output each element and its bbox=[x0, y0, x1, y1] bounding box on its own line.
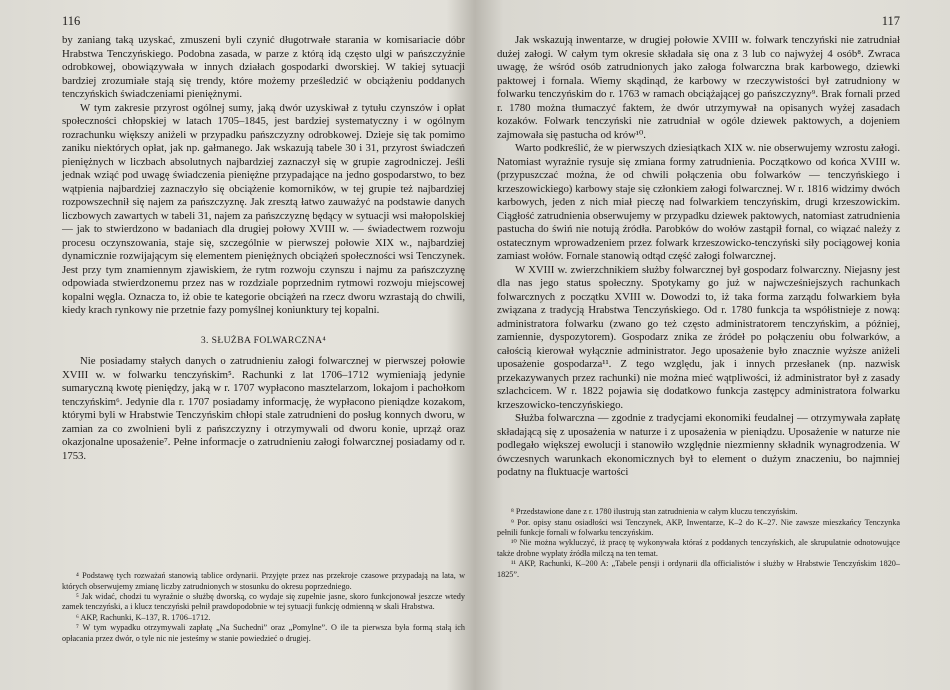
right-body-text bbox=[497, 34, 900, 480]
right-page bbox=[475, 0, 950, 690]
left-paragraph-3: Nie posiadamy stałych danych o zatrudnieniu załogi folwarcznej w pierwszej połowie XVIII w. w folwarku tenczyńskim⁵. Rachunki z lat 1706–1712 wymieniają jedynie sumaryczną kwotę pieniędzy, jaką w r. 1707 wypłacono masztelarzom, lokajom i pachołkom tenczyńskim⁶. Jedynie dla r. 1707 posiadamy informację, że wypłacono pieniądze kozakom, którymi byli w Hrabstwie Tenczyńskim chłopi stale zatrudnieni do posług konnych dworu, w zamian za co zwolnieni byli z pańszczyzny i otrzymywali od dworu konie, uprząż oraz okazjonalne uposażenie⁷. Pełne informacje o zatrudnieniu załogi folwarcznej posiadamy od r. 1753. bbox=[62, 355, 465, 462]
right-footnotes bbox=[497, 507, 900, 580]
right-paragraph-4: Służba folwarczna — zgodnie z tradycjami ekonomiki feudalnej — otrzymywała zapłatę składającą się z uposażenia w naturze i z uposażenia w pieniądzu. Uposażenie w naturze nie podlegało większej ewolucji i stanowiło względnie niezmienny składnik wynagrodzenia. W ówczesnych warunkach ekonomicznych był to element o dużym znaczeniu, bo najmniej podatny na fluktuacje wartości bbox=[497, 412, 900, 478]
left-paragraph-2: W tym zakresie przyrost ogólnej sumy, jaką dwór uzyskiwał z tytułu czynszów i opłat społeczności chłopskiej w latach 1705–1845, jest bardziej systematyczny i w ogólnym rozrachunku większy aniżeli w przypadku pańszczyzny odrobkowej. Dzieje się tak pomimo zaniku niektórych opłat, jak np. gałmanego. Jak wskazują tabele 30 i 31, przyrost świadczeń pieniężnych w liczbach absolutnych najbardziej zaznaczył się w grupie zagrodniczej. Jeśli jednak wziąć pod uwagę świadczenia pieniężne przypadające na jedno gospodarstwo, to bez wątpienia najbardziej zaznaczyło się obciążenie komorników, w tej grupie też najbardziej rozpowszechnił się najem za pańszczyznę. Jak zresztą łatwo zauważyć na podstawie danych liczbowych zawartych w tabeli 31, najem za pańszczyznę będący w sytuacji wsi małopolskiej — jak to stwierdzono w badaniach dla drugiej połowy XVIII w. — świadectwem rozwoju procesu oczynszowania, staje się, szczególnie w pierwszej połowie XIX w., najbardziej dynamicznie rozwijającym się elementem pieniężnych obciążeń społeczności wsi Tenczynek. Jest przy tym znamiennym zjawiskiem, że rytm rozwoju czynszu i najmu za pańszczyznę odpowiada stwierdzonemu przez nas w rozdziale poprzednim rytmowi rozwoju miejscowej kopalni węgla. Oznacza to, iż obie te kategorie obciążeń na rzecz dworu wzrastają do chwili, kiedy krach rynkowy nie przetnie fazy pomyślnej koniunktury tej kopalni. bbox=[62, 101, 465, 316]
footnote-7: ⁷ W tym wypadku otrzymywali zapłatę „Na Suchedni” oraz „Pomylne”. O ile ta pierwsza była formą stałą ich opłacania przez dwór, o tyle nic nie jesteśmy w stanie powiedzieć o drugiej. bbox=[62, 623, 465, 643]
page-number-right: 117 bbox=[881, 14, 900, 28]
left-body-text bbox=[62, 34, 465, 463]
right-paragraph-2: Warto podkreślić, że w pierwszych dziesiątkach XIX w. nie obserwujemy wzrostu załogi. Natomiast wyraźnie rysuje się zmiana formy zatrudnienia. Początkowo od końca XVIII w. (przypuszczać można, że od chwili połączenia obu folwarków — tenczyńskiego i krzeszowickiego) karbowy staje się członkiem załogi folwarcznej. W r. 1816 widzimy dwóch karbowych, jeden z nich miał pieczę nad folwarkiem tenczyńskim, drugi krzeszowickim. Ciągłość zatrudnienia obserwujemy w przypadku dziewek paktowych, natomiast zatrudnienia pastucha do świń nie notują źródła. Parobków do wołów zastąpił fornal, co wiązać należy z ostatecznym wprowadzeniem przez folwark krzeszowicko-tenczyński siły pociągowej konia zamiast wołów. Fornale stanowią odtąd część załogi folwarcznej. bbox=[497, 142, 900, 262]
right-paragraph-3: W XVIII w. zwierzchnikiem służby folwarcznej był gospodarz folwarczny. Niejasny jest dla nas jego status społeczny. Spotykamy go już w najwcześniejszych rachunkach folwarcznych z początku XVIII w. Dowodzi to, iż taka forma zarządu folwarkiem była związana z tradycją Hrabstwa Tenczyńskiego. Od r. 1780 funkcja ta współistnieje z nową: administratora folwarku (zwano go też często administratorem tenczyńskim, a później, zamiennie, dyspozytorem). Gospodarz znika ze źródeł po połączeniu obu folwarków, a całością kierował wyłącznie administrator. Jego uposażenie było znacznie wyższe aniżeli uposażenie gospodarza¹¹. Z tego względu, jak i innych przesłanek (np. nazwisk przekazywanych przez rachunki) nie można mieć wątpliwości, iż administrator był z zasady szlachcicem. W r. 1822 pojawia się dodatkowo funkcja zastępcy administratora folwarku krzeszowicko-tenczyńskiego. bbox=[497, 263, 900, 411]
footnote-5: ⁵ Jak widać, chodzi tu wyraźnie o służbę dworską, co wydaje się zupełnie jasne, skoro funkcjonował jeszcze wtedy zamek tenczyński, a i klucz tenczyński pełnił prawdopodobnie w tej sytuacji funkcję odmienną w skali Hrabstwa. bbox=[62, 591, 465, 612]
footnote-10: ¹⁰ Nie można wykluczyć, iż pracę tę wykonywała któraś z poddanych tenczyńskich, ale skrupulatnie odnotowujące także drobne wypłaty źródła milczą na ten temat. bbox=[497, 538, 900, 558]
footnote-6: ⁶ AKP, Rachunki, K–137, R. 1706–1712. bbox=[76, 612, 211, 622]
page-number-left: 116 bbox=[62, 14, 81, 28]
left-footnotes bbox=[62, 560, 465, 644]
left-paragraph-1: by zaniang taką uzyskać, zmuszeni byli czynić długotrwałe starania w komisariacie dóbr Hrabstwa Tenczyńskiego. Podobna zasada, w parze z którą idą często ulgi w pańszczyźnie odrobkowej, obowiązywała w innych działach gospodarki dworskiej. W takiej sytuacji bardziej zrozumiałe stają się trendy, które możemy prześledzić w obciążeniu poddanych tenczyńskich świadczeniami pieniężnymi. bbox=[62, 34, 465, 100]
footnote-8: ⁸ Przedstawione dane z r. 1780 ilustrują stan zatrudnienia w całym kluczu tenczyńskim. bbox=[511, 507, 798, 517]
footnote-11: ¹¹ AKP, Rachunki, K–200 A: „Tabele pensji i ordynarii dla officialistów i służby w Hrabstwie Tenczyńskim 1820–1825”. bbox=[497, 559, 900, 579]
footnote-9: ⁹ Por. opisy stanu osiadłości wsi Tenczynek, AKP, Inwentarze, K–2 do K–27. Nie zawsze mieszkańcy Tenczynka pełnili funkcje fornali w folwarku tenczyńskim. bbox=[497, 517, 900, 537]
right-paragraph-1: Jak wskazują inwentarze, w drugiej połowie XVIII w. folwark tenczyński nie zatrudniał dużej załogi. W całym tym okresie składała się ona z 3 lub co najwyżej 4 osób⁸. Zwraca uwagę, że wśród osób zatrudnionych jako załoga folwarczna brak karbowego, dziewki paktowej i fornala. Wiemy skądinąd, że karbowy w rzeczywistości był zatrudniony w folwarku tenczyńskim do r. 1763 w ramach obciążającej go pańszczyzny⁹. Brak fornali przed r. 1780 można tłumaczyć faktem, że dwór utrzymywał na opisanych wyżej zasadach kozaków. Folwark tenczyński nie zatrudniał w ogóle dziewek paktowych, a dojeniem zajmowała się pastucha od krów¹⁰. bbox=[497, 34, 900, 141]
section-title: 3. SŁUŻBA FOLWARCZNA⁴ bbox=[200, 334, 327, 346]
footnote-4: ⁴ Podstawę tych rozważań stanowią tablice ordynarii. Przyjęte przez nas przekroje czasowe przypadają na lata, w których obserwujemy zmianę liczby zatrudnionych w stosunku do okresu poprzedniego. bbox=[62, 571, 465, 591]
footnote-divider bbox=[62, 560, 465, 568]
